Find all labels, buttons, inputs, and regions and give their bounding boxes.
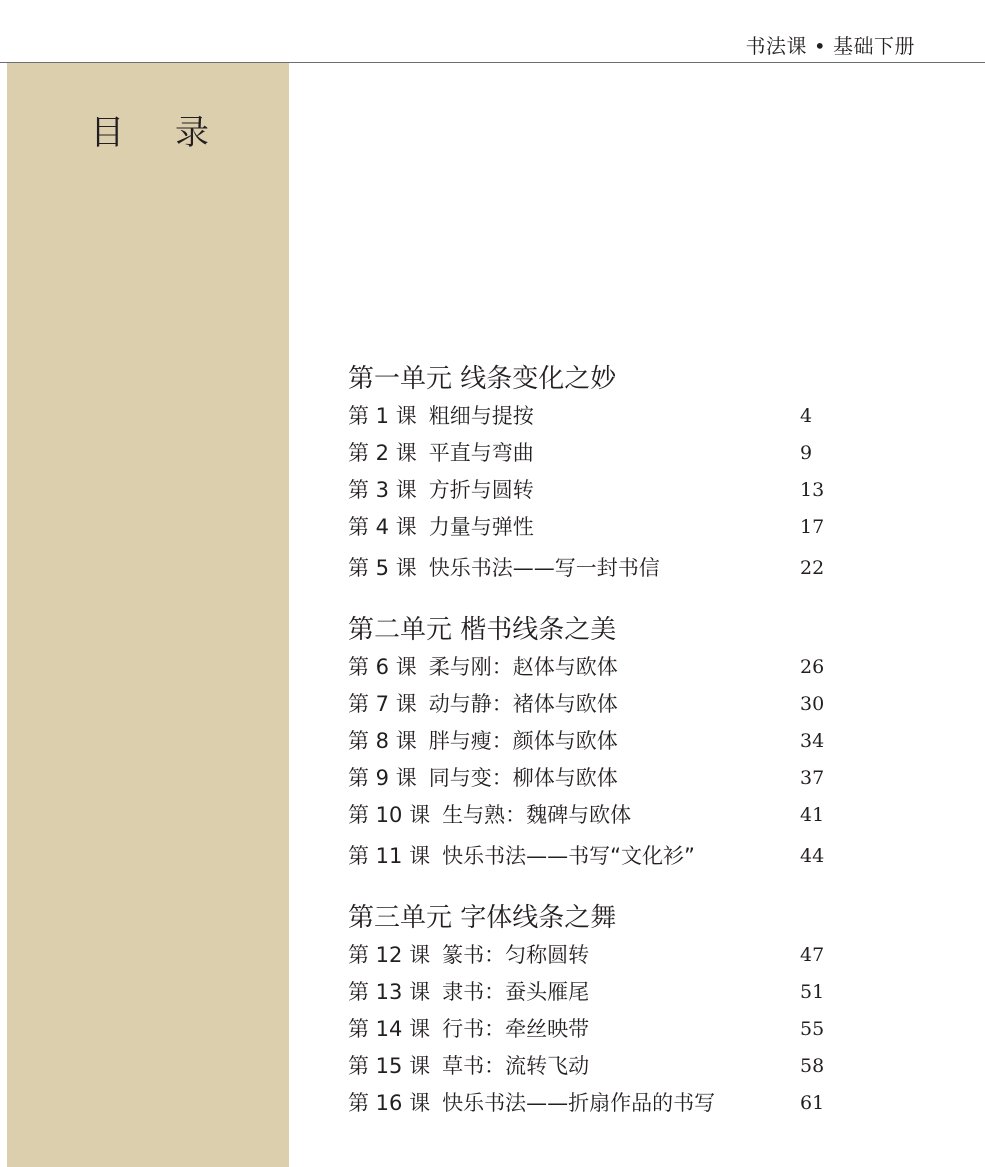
page-number: 4: [800, 405, 813, 427]
lesson-number: 第 14 课: [348, 1017, 431, 1041]
lesson-number: 第 4 课: [348, 515, 417, 539]
lesson-number: 第 1 课: [348, 404, 417, 428]
lesson-title: 胖与瘦：颜体与欧体: [428, 729, 618, 753]
sidebar-panel: [7, 63, 289, 1167]
lesson-title: 柔与刚：赵体与欧体: [428, 655, 618, 679]
lesson-number: 第 8 课: [348, 729, 417, 753]
book-title: 书法课 • 基础下册: [745, 34, 915, 58]
lesson-number: 第 12 课: [348, 943, 431, 967]
page-number: 41: [800, 804, 825, 826]
toc-entry[interactable]: [348, 834, 828, 876]
page-number: 44: [800, 845, 825, 867]
page-number: 37: [800, 767, 825, 789]
lesson-title: 篆书：匀称圆转: [442, 943, 590, 967]
page-number: 13: [800, 479, 825, 501]
toc-entry[interactable]: [348, 686, 828, 723]
lesson-number: 第 16 课: [348, 1091, 431, 1115]
lesson-title: 快乐书法——折扇作品的书写: [442, 1091, 716, 1115]
lesson-title: 快乐书法——写一封书信: [428, 556, 660, 580]
page-number: 58: [800, 1055, 825, 1077]
unit-2: [348, 611, 828, 876]
toc-entry[interactable]: [348, 760, 828, 797]
lesson-title: 快乐书法——书写“文化衫”: [442, 844, 695, 868]
page-number: 17: [800, 516, 825, 538]
lesson-title: 方折与圆转: [428, 478, 534, 502]
lesson-number: 第 9 课: [348, 766, 417, 790]
lesson-number: 第 6 课: [348, 655, 417, 679]
toc-entry[interactable]: [348, 1011, 828, 1048]
lesson-title: 草书：流转飞动: [442, 1054, 590, 1078]
page-number: 22: [800, 557, 825, 579]
page-number: 55: [800, 1018, 825, 1040]
unit-title: 第三单元 字体线条之舞: [348, 903, 617, 933]
lesson-number: 第 5 课: [348, 556, 417, 580]
toc-entry[interactable]: [348, 974, 828, 1011]
lesson-title: 隶书：蚕头雁尾: [442, 980, 590, 1004]
toc-entry[interactable]: [348, 723, 828, 760]
toc-entry[interactable]: [348, 546, 828, 588]
toc-entry[interactable]: [348, 1085, 828, 1122]
lesson-title: 力量与弹性: [428, 515, 534, 539]
lesson-title: 行书：牵丝映带: [442, 1017, 590, 1041]
lesson-title: 动与静：褚体与欧体: [428, 692, 618, 716]
lesson-number: 第 10 课: [348, 803, 431, 827]
lesson-number: 第 11 课: [348, 844, 431, 868]
page-number: 34: [800, 730, 825, 752]
page-number: 47: [800, 944, 825, 966]
page-number: 9: [800, 442, 813, 464]
lesson-number: 第 3 课: [348, 478, 417, 502]
page-number: 30: [800, 693, 825, 715]
toc-entry[interactable]: [348, 472, 828, 509]
toc-heading: 目 录: [90, 113, 229, 153]
table-of-contents: [348, 360, 828, 1145]
page-number: 51: [800, 981, 825, 1003]
lesson-title: 粗细与提按: [428, 404, 534, 428]
lesson-title: 生与熟：魏碑与欧体: [442, 803, 632, 827]
toc-entry[interactable]: [348, 435, 828, 472]
toc-entry[interactable]: [348, 937, 828, 974]
lesson-number: 第 13 课: [348, 980, 431, 1004]
unit-3: [348, 899, 828, 1122]
toc-entry[interactable]: [348, 797, 828, 834]
unit-title: 第二单元 楷书线条之美: [348, 615, 617, 645]
lesson-number: 第 7 课: [348, 692, 417, 716]
page-number: 26: [800, 656, 825, 678]
lesson-number: 第 15 课: [348, 1054, 431, 1078]
toc-entry[interactable]: [348, 649, 828, 686]
unit-1: [348, 360, 828, 588]
toc-entry[interactable]: [348, 509, 828, 546]
lesson-title: 平直与弯曲: [428, 441, 534, 465]
toc-entry[interactable]: [348, 398, 828, 435]
page-number: 61: [800, 1092, 825, 1114]
lesson-number: 第 2 课: [348, 441, 417, 465]
unit-title: 第一单元 线条变化之妙: [348, 364, 617, 394]
lesson-title: 同与变：柳体与欧体: [428, 766, 618, 790]
toc-entry[interactable]: [348, 1048, 828, 1085]
